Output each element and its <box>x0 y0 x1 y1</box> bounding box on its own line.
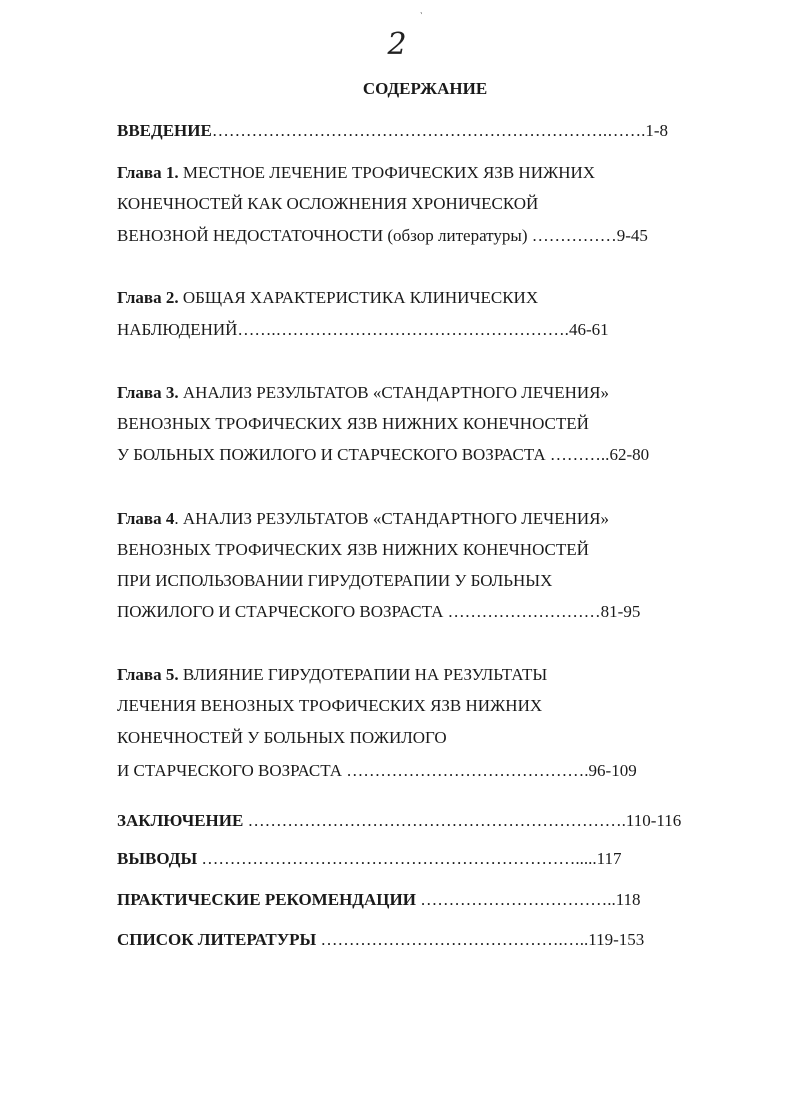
chapter-prefix: Глава 3. <box>117 383 179 402</box>
page-range: 1-8 <box>645 121 669 140</box>
page-range: 118 <box>615 890 641 909</box>
toc-entry-ch2-line1 <box>117 287 538 309</box>
chapter-prefix: Глава 4 <box>117 509 175 528</box>
page-range: 46-61 <box>568 320 609 339</box>
dot-leader: …………………………….. <box>415 890 616 909</box>
entry-label: ПРАКТИЧЕСКИЕ РЕКОМЕНДАЦИИ <box>117 890 416 909</box>
toc-entry-recommendations <box>117 889 641 911</box>
page-range: 110-116 <box>625 811 682 830</box>
toc-entry-ch5-line2: ЛЕЧЕНИЯ ВЕНОЗНЫХ ТРОФИЧЕСКИХ ЯЗВ НИЖНИХ <box>117 696 543 715</box>
chapter-title-line: ВЕНОЗНОЙ НЕДОСТАТОЧНОСТИ (обзор литературы) …………… <box>117 226 617 245</box>
page-range: 9-45 <box>616 226 648 245</box>
toc-entry-ch5-line1 <box>117 664 547 686</box>
chapter-title-line: МЕСТНОЕ ЛЕЧЕНИЕ ТРОФИЧЕСКИХ ЯЗВ НИЖНИХ <box>178 163 596 182</box>
dot-leader: …………………………………………………………..... <box>197 849 597 868</box>
toc-entry-ch1-line3 <box>117 225 648 247</box>
chapter-prefix: Глава 1. <box>117 163 179 182</box>
toc-entry-findings <box>117 848 622 870</box>
toc-title: СОДЕРЖАНИЕ <box>362 79 488 98</box>
chapter-title-line: ОБЩАЯ ХАРАКТЕРИСТИКА КЛИНИЧЕСКИХ <box>178 288 539 307</box>
chapter-prefix: Глава 2. <box>117 288 179 307</box>
handwritten-page-number: 2 <box>387 27 405 62</box>
dot-leader: …………………………………….….. <box>316 930 589 949</box>
chapter-title-line: . АНАЛИЗ РЕЗУЛЬТАТОВ «СТАНДАРТНОГО ЛЕЧЕНИЯ» <box>174 509 609 528</box>
scan-speck: ˏ <box>419 3 427 16</box>
toc-entry-ch3-line2: ВЕНОЗНЫХ ТРОФИЧЕСКИХ ЯЗВ НИЖНИХ КОНЕЧНОСТЕЙ <box>117 414 589 433</box>
chapter-title-line: ПОЖИЛОГО И СТАРЧЕСКОГО ВОЗРАСТА ……………………… <box>117 602 601 621</box>
toc-entry-ch3-line1 <box>117 382 609 404</box>
chapter-title-line: И СТАРЧЕСКОГО ВОЗРАСТА ……………………………………. <box>117 761 589 780</box>
page-range: 62-80 <box>609 445 650 464</box>
chapter-title-line: У БОЛЬНЫХ ПОЖИЛОГО И СТАРЧЕСКОГО ВОЗРАСТА ……….. <box>117 445 610 464</box>
toc-entry-intro <box>117 120 668 142</box>
dot-leader: …………………………………………………………. <box>243 811 626 830</box>
toc-entry-ch4-line2: ВЕНОЗНЫХ ТРОФИЧЕСКИХ ЯЗВ НИЖНИХ КОНЕЧНОСТЕЙ <box>117 540 589 559</box>
entry-label: ВВЕДЕНИЕ <box>117 121 212 140</box>
toc-entry-ch2-line2 <box>117 319 609 341</box>
toc-entry-conclusion <box>117 810 681 832</box>
page-range: 117 <box>596 849 622 868</box>
page-range: 81-95 <box>600 602 641 621</box>
toc-entry-ch5-line3: КОНЕЧНОСТЕЙ У БОЛЬНЫХ ПОЖИЛОГО <box>117 728 447 747</box>
dot-leader: …………………………………………………………….……. <box>211 121 646 140</box>
page-range: 96-109 <box>588 761 637 780</box>
entry-label: СПИСОК ЛИТЕРАТУРЫ <box>117 930 317 949</box>
chapter-title-line: ВЛИЯНИЕ ГИРУДОТЕРАПИИ НА РЕЗУЛЬТАТЫ <box>178 665 548 684</box>
toc-entry-ch4-line1 <box>117 508 609 530</box>
entry-label: ЗАКЛЮЧЕНИЕ <box>117 811 244 830</box>
chapter-prefix: Глава 5. <box>117 665 179 684</box>
toc-entry-ch3-line3 <box>117 444 649 466</box>
entry-label: ВЫВОДЫ <box>117 849 198 868</box>
chapter-title-line: АНАЛИЗ РЕЗУЛЬТАТОВ «СТАНДАРТНОГО ЛЕЧЕНИЯ» <box>178 383 609 402</box>
toc-entry-ch4-line3: ПРИ ИСПОЛЬЗОВАНИИ ГИРУДОТЕРАПИИ У БОЛЬНЫХ <box>117 571 553 590</box>
toc-entry-ch1-line2: КОНЕЧНОСТЕЙ КАК ОСЛОЖНЕНИЯ ХРОНИЧЕСКОЙ <box>117 194 539 213</box>
toc-entry-ch1-line1 <box>117 162 595 184</box>
toc-entry-ch5-line4 <box>117 760 637 782</box>
toc-entry-references <box>117 929 644 951</box>
page-range: 119-153 <box>588 930 645 949</box>
chapter-title-line: НАБЛЮДЕНИЙ…….……………………………………………. <box>117 320 569 339</box>
toc-entry-ch4-line4 <box>117 601 640 623</box>
